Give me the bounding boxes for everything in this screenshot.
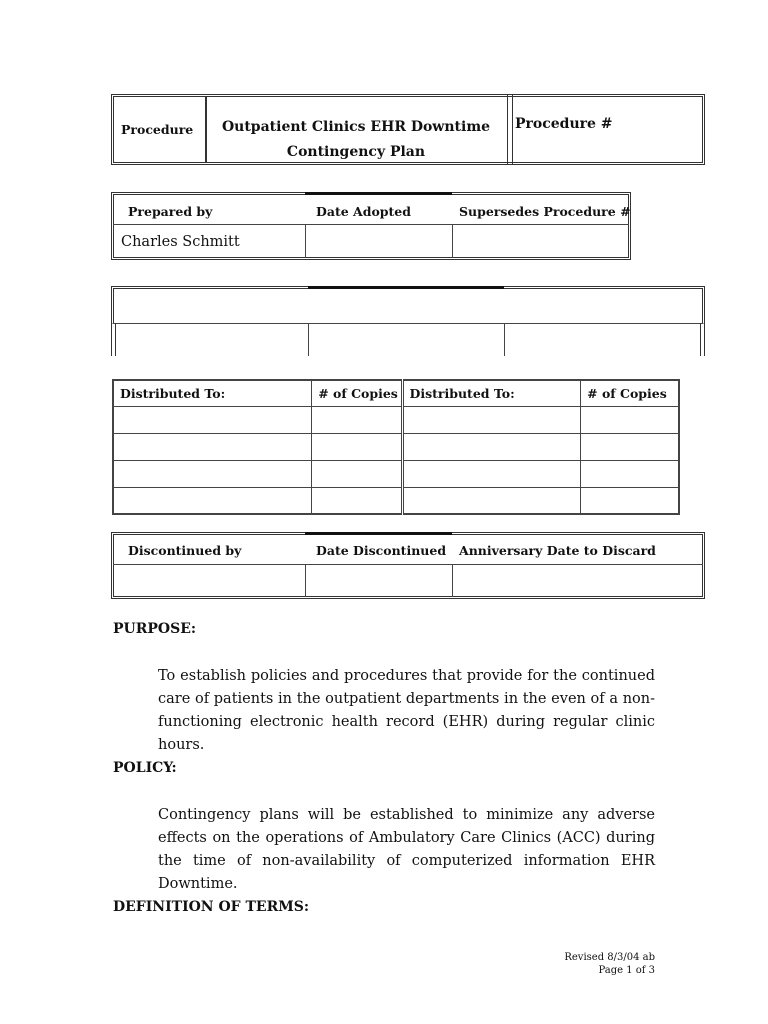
anniversary-date-header: Anniversary Date to Discard: [459, 543, 656, 558]
copies-header-2: # of Copies: [581, 380, 679, 406]
prepared-by-value: Charles Schmitt: [121, 234, 240, 250]
purpose-heading: PURPOSE:: [113, 621, 197, 637]
prepared-by-header: Prepared by: [128, 204, 213, 219]
procedure-label: Procedure: [121, 122, 194, 137]
discontinued-by-header: Discontinued by: [128, 543, 242, 558]
footer: [564, 951, 655, 977]
title-line-2: Contingency Plan: [286, 144, 426, 160]
procedure-number-label: Procedure #: [515, 116, 613, 132]
definitions-heading: DEFINITION OF TERMS:: [113, 899, 309, 915]
blank-box: [111, 286, 705, 324]
purpose-text: To establish policies and procedures that provide for the continued care of patients in the outpatient departments in the even of a non-functioning electronic health record (EHR) during regular clinic hours.: [158, 668, 655, 753]
page-number: Page 1 of 3: [598, 965, 655, 976]
revised-note: Revised 8/3/04 ab: [564, 952, 655, 963]
policy-text: Contingency plans will be established to minimize any adverse effects on the operations of Ambulatory Care Clinics (ACC) during the time of non-availability of computerized information EHR Downtime.: [158, 807, 655, 892]
distribution-table: [112, 379, 680, 515]
document-title: [206, 115, 506, 165]
policy-heading: POLICY:: [113, 760, 177, 776]
supersedes-header: Supersedes Procedure #: [459, 204, 631, 219]
dist-header-1: Distributed To:: [113, 380, 312, 406]
table-row: [113, 433, 679, 460]
date-adopted-header: Date Adopted: [316, 204, 412, 219]
table-row: [113, 406, 679, 433]
date-discontinued-header: Date Discontinued: [316, 543, 447, 558]
copies-header-1: # of Copies: [312, 380, 402, 406]
table-row: [113, 460, 679, 487]
dist-header-2: Distributed To:: [402, 380, 581, 406]
table-row: [113, 487, 679, 514]
title-line-1: Outpatient Clinics EHR Downtime: [221, 119, 491, 135]
